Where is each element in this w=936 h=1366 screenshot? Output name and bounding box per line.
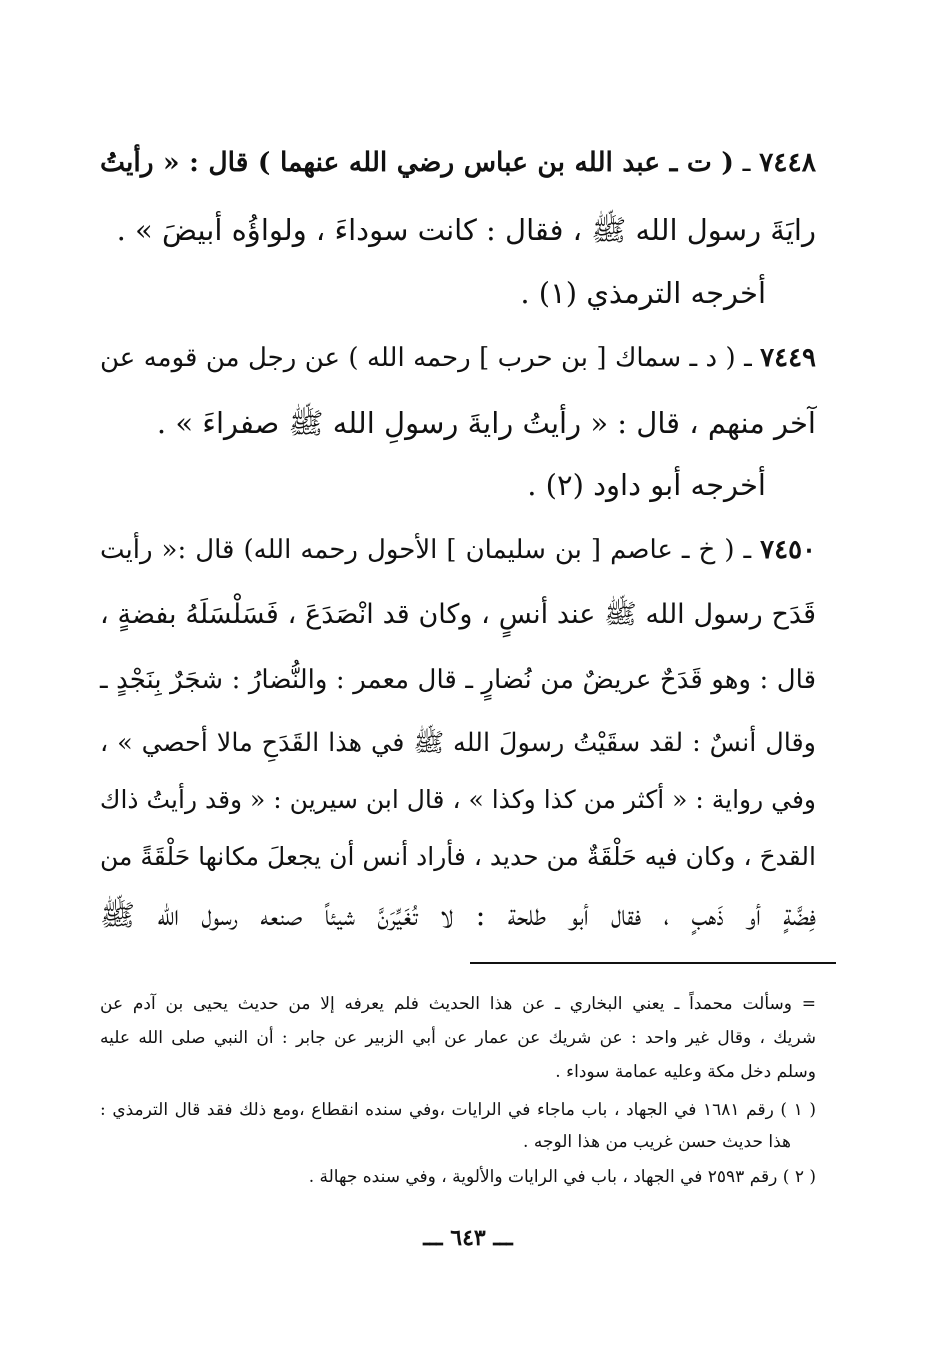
page-number: ـــ ٦٤٣ ـــ (423, 1225, 513, 1251)
hadith-7449-line-2: آخر منهم ، قال : « رأيتُ رايةَ رسولِ الله ﷺ صفراءَ » . (156, 406, 816, 440)
hadith-text: ( د ـ سماك [ بن حرب ] رحمه الله ) عن رجل من قومه عن (100, 343, 736, 373)
footnote-divider (470, 962, 836, 964)
hadith-number: ٧٤٥٠ (760, 535, 816, 565)
hadith-7448-line-1: ٧٤٤٨ ـ ( ت ـ عبد الله بن عباس رضي الله عنهما ) قال : « رأيتُ (100, 147, 816, 178)
hadith-number: ٧٤٤٩ (760, 343, 817, 373)
hadith-7450-line-1: ٧٤٥٠ ـ ( خ ـ عاصم [ بن سليمان ] الأحول رحمه الله) قال :« رأيت (100, 535, 816, 565)
footnote-1-line-1: ( ١ ) رقم ١٦٨١ في الجهاد ، باب ماجاء في الرايات ،وفي سنده انقطاع ،ومع ذلك فقد قال الترمذي : (100, 1100, 816, 1120)
footnote-line-3: وسلم دخل مكة وعليه عمامة سوداء . (555, 1062, 816, 1082)
hadith-7448-source: أخرجه الترمذي (١) . (520, 276, 766, 310)
hadith-text: ( ت ـ عبد الله بن عباس رضي الله عنهما ) قال : « رأيتُ (100, 147, 734, 178)
hadith-7450-line-4: وقال أنسٌ : لقد سقَيْتُ رسولَ الله ﷺ في هذا القَدَحِ مالا أحصي » ، (100, 728, 816, 758)
hadith-text: ( خ ـ عاصم [ بن سليمان ] الأحول رحمه الله) قال :« رأيت (100, 535, 735, 565)
hadith-7450-line-3: قال : وهو قَدَحٌ عريضٌ من نُضارٍ ـ قال معمر : والنُّضارُ : شجَرٌ بِنَجْدٍ ـ (100, 665, 816, 695)
footnote-line-2: شريك ، وقال غير واحد : عن شريك عن عمار عن أبي الزبير عن جابر : أن النبي صلى الله عليه (100, 1028, 816, 1048)
footnote-1-line-2: هذا حديث حسن غريب من هذا الوجه . (523, 1132, 791, 1152)
hadith-7450-line-5: وفي رواية : « أكثر من كذا وكذا » ، قال ابن سيرين : « وقد رأيتُ ذاك (99, 785, 816, 814)
footnote-line-1: = وسألت محمداً ـ يعني البخاري ـ عن هذا الحديث فلم يعرفه إلا من حديث يحيى بن آدم عن (100, 994, 816, 1014)
hadith-7450-line-7: فِضَّةٍ أو ذَهبٍ ، فقال أبو طلحة : لا تُغَيِّرَنَّ شيئاً صنعه رسول الله ﷺ (100, 898, 816, 932)
hadith-7450-line-2: قَدَح رسول الله ﷺ عند أنسٍ ، وكان قد انْصَدَعَ ، فَسَلْسَلَهُ بفضةٍ ، (100, 599, 816, 630)
hadith-number: ٧٤٤٨ (759, 147, 816, 178)
hadith-7450-line-6: القدحَ ، وكان فيه حَلْقَةٌ من حديد ، فأراد أنس أن يجعلَ مكانها حَلْقَةً من (100, 842, 816, 871)
hadith-7449-line-1: ٧٤٤٩ ـ ( د ـ سماك [ بن حرب ] رحمه الله ) عن رجل من قومه عن (100, 343, 817, 373)
hadith-7448-line-2: رايَةَ رسول الله ﷺ ، فقال : كانت سوداءَ ، ولواؤُه أبيضَ » . (116, 213, 816, 247)
footnote-2: ( ٢ ) رقم ٢٥٩٣ في الجهاد ، باب في الرايات والألوية ، وفي سنده جهالة . (308, 1167, 816, 1187)
hadith-7449-source: أخرجه أبو داود (٢) . (527, 468, 766, 502)
